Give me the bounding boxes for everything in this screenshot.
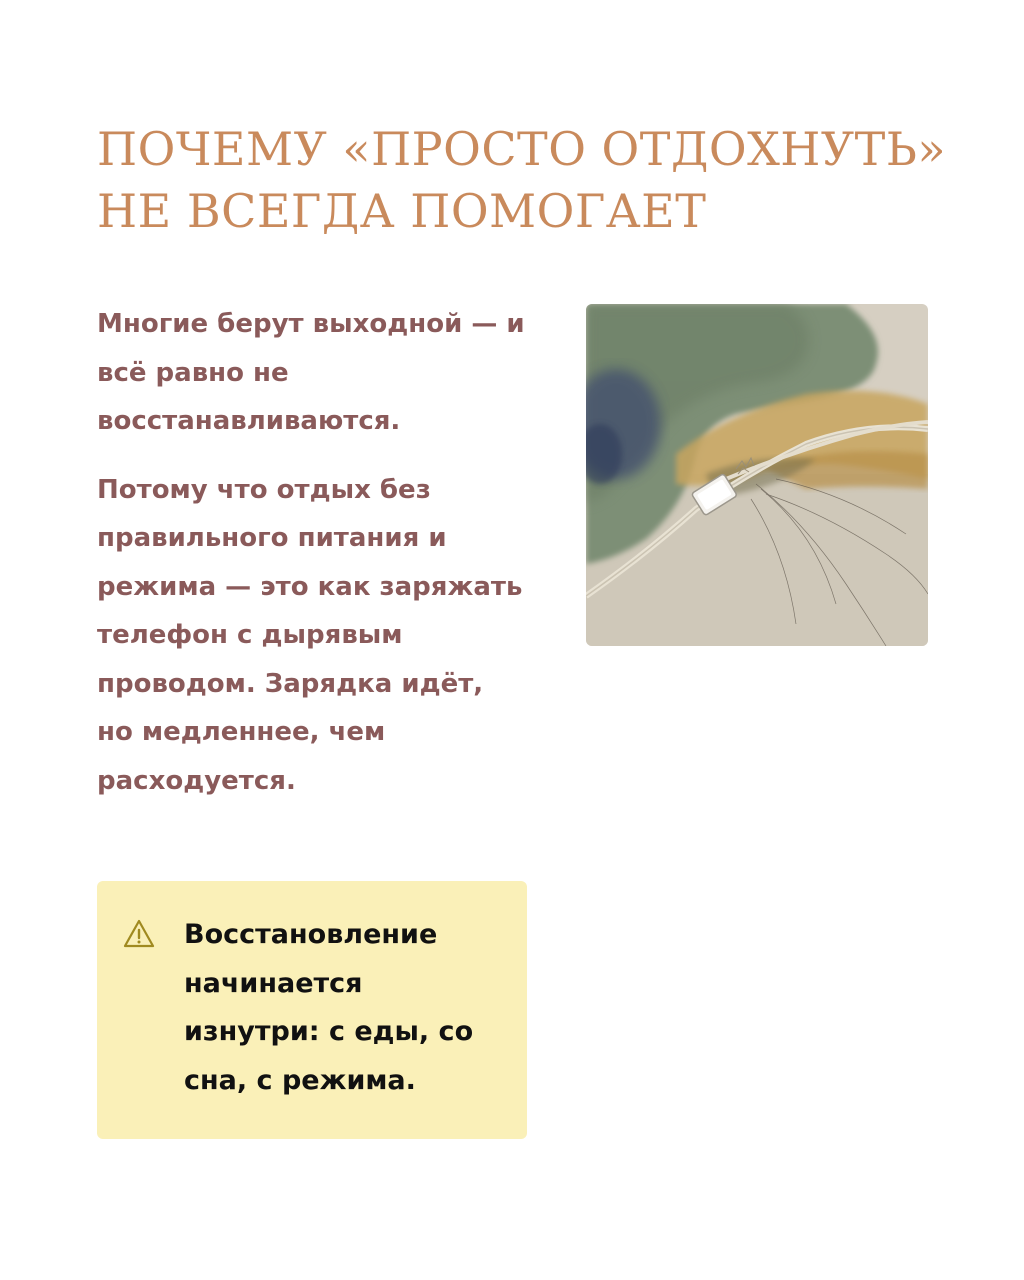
title-line-1: ПОЧЕМУ «ПРОСТО ОТДОХНУТЬ» bbox=[97, 122, 946, 176]
page-title bbox=[97, 118, 957, 242]
warning-icon bbox=[123, 919, 155, 949]
callout-text-end: : с еды, со сна, с режима. bbox=[184, 1016, 474, 1096]
title-line-2: НЕ ВСЕГДА ПОМОГАЕТ bbox=[97, 184, 707, 238]
paragraph-2: Потому что отдых без правильного питания и режима — это как заряжать телефон с дырявым проводом. Зарядка идёт, но медленнее, чем расходуется. bbox=[97, 474, 523, 796]
body-text bbox=[97, 300, 527, 825]
callout-text-start: Восстановление начинается bbox=[184, 919, 438, 999]
callout-box bbox=[97, 881, 527, 1139]
paragraph-1: Многие берут выходной — и всё равно не восстанавливаются. bbox=[97, 309, 525, 436]
callout-text bbox=[184, 911, 504, 1105]
watercolor-cable-photo bbox=[586, 304, 928, 646]
callout-emphasis: изнутри bbox=[184, 1016, 309, 1047]
